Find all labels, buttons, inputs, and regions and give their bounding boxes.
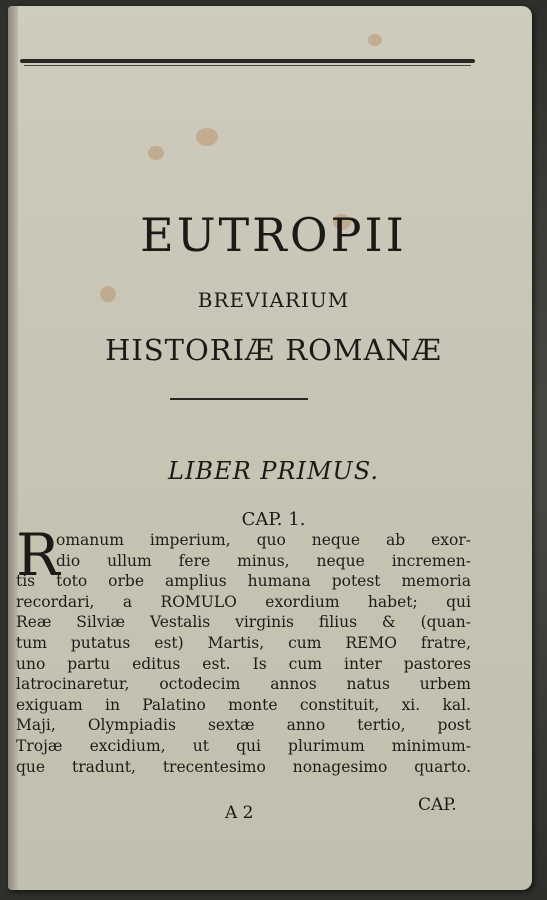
text-line: que tradunt, trecentesimo nonagesimo quarto. (16, 757, 471, 776)
header-rule-thick (20, 59, 475, 63)
text-line: tum putatus est) Martis, cum REMO fratre, (16, 633, 471, 652)
text-line: recordari, a ROMULO exordium habet; qui (16, 592, 471, 611)
text-line: tis toto orbe amplius humana potest memoria (16, 572, 471, 591)
drop-cap: R (16, 521, 60, 589)
title-work: BREVIARIUM (197, 288, 350, 312)
book-heading: LIBER PRIMUS. (168, 457, 379, 485)
text-line: latrocinaretur, octodecim annos natus urbem (16, 675, 471, 694)
signature-mark: A 2 (225, 803, 254, 823)
text-line: Trojæ excidium, ut qui plurimum minimum- (16, 736, 471, 755)
text-line: omanum imperium, quo neque ab exor- (56, 531, 471, 549)
chapter-heading: CAP. 1. (241, 509, 306, 530)
catchword: CAP. (418, 795, 457, 815)
foxing-spot (196, 128, 218, 146)
title-author: EUTROPII (140, 208, 407, 262)
chapter-text (16, 521, 471, 777)
text-line: dio ullum fere minus, neque incremen- (56, 551, 471, 570)
foxing-spot (368, 34, 382, 46)
page-footer (0, 795, 547, 825)
title-divider (170, 398, 308, 400)
text-line: uno partu editus est. Is cum inter pastores (16, 654, 471, 673)
text-line: Maji, Olympiadis sextæ anno tertio, post (16, 716, 471, 735)
text-line: exiguam in Palatino monte constituit, xi. kal. (16, 695, 471, 714)
header-rule-thin (24, 65, 471, 66)
text-line: Reæ Silviæ Vestalis virginis filius & (quan- (16, 613, 471, 632)
header-rule (20, 58, 475, 66)
title-subject: HISTORIÆ ROMANÆ (105, 333, 442, 367)
foxing-spot (148, 146, 164, 160)
